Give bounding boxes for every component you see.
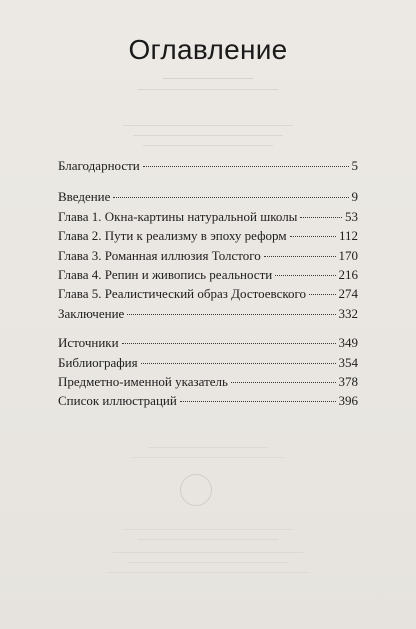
toc-entry-page: 53 xyxy=(345,208,358,224)
dot-leader xyxy=(141,362,336,364)
dot-leader xyxy=(300,216,342,218)
toc-entry-page: 332 xyxy=(338,305,358,321)
toc-entry-page: 112 xyxy=(338,228,358,244)
dot-leader xyxy=(290,235,336,237)
toc-entry-title: Глава 4. Репин и живопись реальности xyxy=(58,266,273,282)
show-through-imprint-a xyxy=(90,438,326,461)
toc-entry-page: 274 xyxy=(338,286,358,302)
toc-entry[interactable] xyxy=(58,248,358,267)
toc-entry-page: 5 xyxy=(351,158,358,173)
toc-entry[interactable] xyxy=(58,158,358,177)
toc-entry-title: Глава 2. Пути к реализму в эпоху реформ xyxy=(58,228,287,244)
show-through-imprint-b xyxy=(90,520,326,576)
toc-entry-title: Глава 1. Окна-картины натуральной школы xyxy=(58,208,298,224)
toc-entry[interactable] xyxy=(58,228,358,247)
show-through-credits xyxy=(90,116,326,149)
toc-entry[interactable] xyxy=(58,306,358,325)
toc-entry-page: 378 xyxy=(338,373,358,389)
dot-leader xyxy=(143,165,349,167)
toc-entry[interactable] xyxy=(58,267,358,286)
toc-group-chapters xyxy=(58,189,358,325)
toc-entry-page: 170 xyxy=(338,247,358,263)
toc-entry-title: Источники xyxy=(58,335,119,351)
table-of-contents xyxy=(58,158,358,423)
dot-leader xyxy=(275,274,335,276)
toc-group-back-matter xyxy=(58,335,358,413)
dot-leader xyxy=(122,342,336,344)
dot-leader xyxy=(309,293,335,295)
toc-group-front-matter xyxy=(58,158,358,177)
toc-entry-title: Предметно-именной указатель xyxy=(58,373,228,389)
dot-leader xyxy=(127,313,335,315)
toc-entry-title: Библиография xyxy=(58,354,138,370)
dot-leader xyxy=(180,400,336,402)
toc-entry-title: Глава 3. Романная иллюзия Толстого xyxy=(58,247,261,263)
toc-entry[interactable] xyxy=(58,374,358,393)
toc-entry-page: 396 xyxy=(338,393,358,409)
toc-entry-page: 9 xyxy=(351,189,358,205)
toc-entry[interactable] xyxy=(58,393,358,412)
dot-leader xyxy=(264,255,336,257)
toc-entry-title: Список иллюстраций xyxy=(58,393,177,409)
toc-entry-page: 216 xyxy=(338,266,358,282)
toc-entry[interactable] xyxy=(58,189,358,208)
show-through-title-block xyxy=(90,64,326,94)
show-through-age-mark xyxy=(180,474,212,506)
toc-entry-page: 354 xyxy=(338,354,358,370)
toc-entry-title: Заключение xyxy=(58,305,125,321)
toc-entry[interactable] xyxy=(58,355,358,374)
dot-leader xyxy=(113,196,348,198)
toc-entry-title: Глава 5. Реалистический образ Достоевского xyxy=(58,286,307,302)
toc-entry-page: 349 xyxy=(338,335,358,351)
toc-entry-title: Благодарности xyxy=(58,158,140,173)
dot-leader xyxy=(231,381,336,383)
toc-entry-title: Введение xyxy=(58,189,111,205)
page-title: Оглавление xyxy=(128,34,288,65)
toc-entry[interactable] xyxy=(58,335,358,354)
toc-entry[interactable] xyxy=(58,209,358,228)
toc-entry[interactable] xyxy=(58,286,358,305)
